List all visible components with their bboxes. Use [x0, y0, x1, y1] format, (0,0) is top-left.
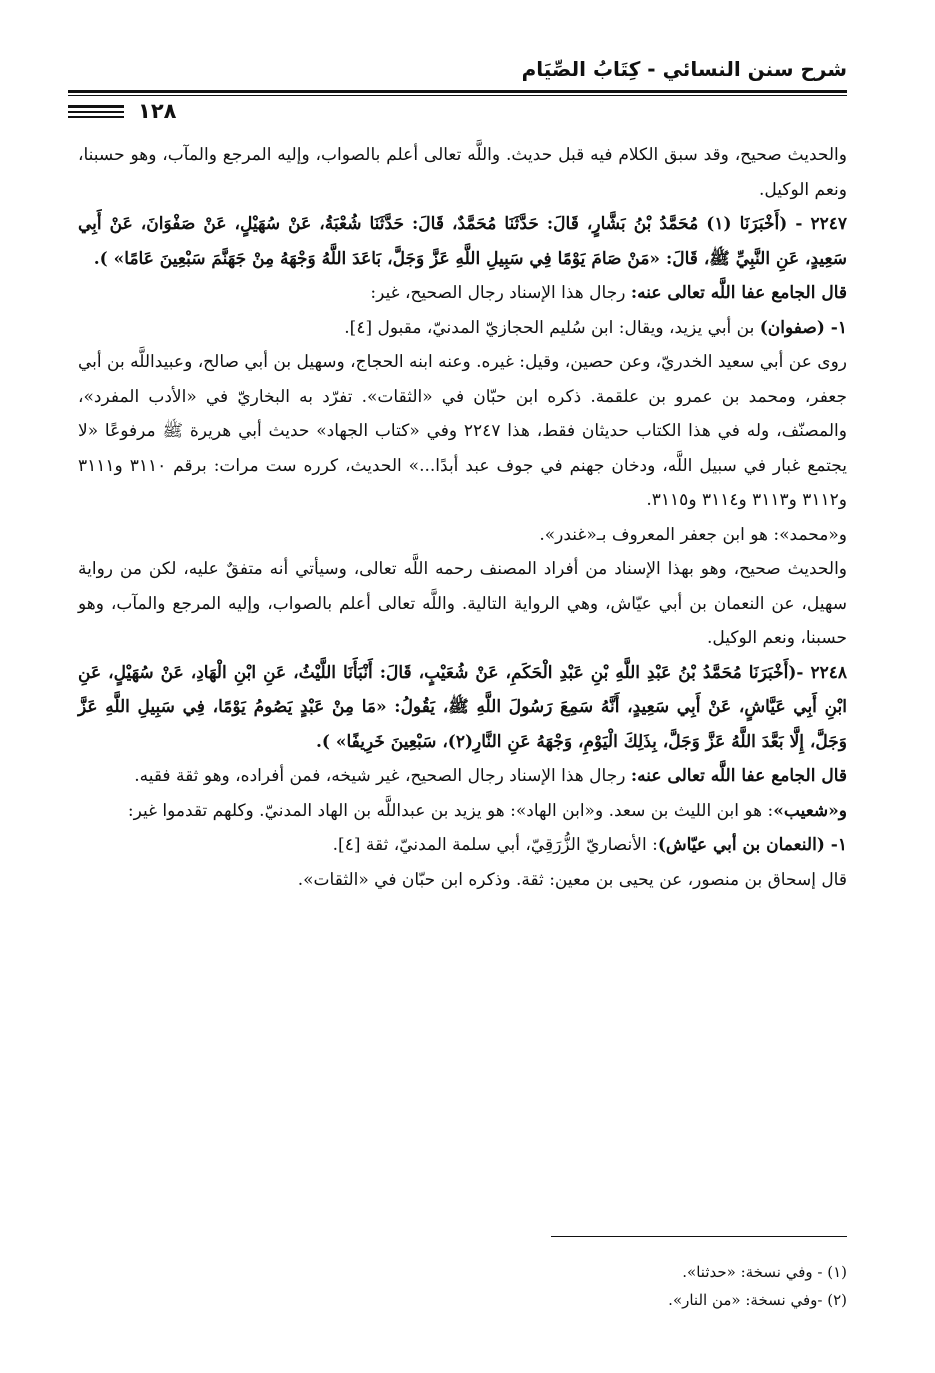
paragraph-conclusion-1: والحديث صحيح، وقد سبق الكلام فيه قبل حديث. واللَّه تعالى أعلم بالصواب، وإليه المرجع والمآب، وهو حسبنا، ونعم الوكيل. [78, 145, 847, 200]
page-number-rules [68, 102, 124, 121]
footnote-1: (١) - وفي نسخة: «حدثنا». [682, 1263, 847, 1281]
hadith-2248: ٢٢٤٨ -(أَخْبَرَنَا مُحَمَّدُ بْنُ عَبْدِ اللَّهِ بْنِ عَبْدِ الْحَكَمِ، عَنْ شُعَيْبٍ، قَالَ: أَنْبَأَنَا اللَّيْثُ، عَنِ ابْنِ الْهَادِ، عَنْ سُهَيْلٍ، عَنِ ابْنِ أَبِي عَيَّاشٍ، عَنْ أَبِي سَعِيدٍ، أَنَّهُ سَمِعَ رَسُولَ اللَّهِ ﷺ، يَقُولُ: «مَا مِنْ عَبْدٍ يَصُومُ يَوْمًا، فِي سَبِيلِ اللَّهِ عَزَّ وَجَلَّ، إِلَّا بَعَّدَ اللَّهُ عَزَّ وَجَلَّ، بِذَلِكَ الْيَوْمِ، وَجْهَهُ عَنِ النَّارِ(٢)، سَبْعِينَ خَرِيفًا» ). [78, 662, 847, 752]
narrator-safwan [78, 311, 847, 346]
narrator-text: : هو ابن الليث بن سعد. و«ابن الهاد»: هو يزيد بن عبداللَّه بن الهاد المدنيّ. وكلهم تقدموا غير: [127, 800, 774, 821]
paragraph-shuayb [78, 794, 847, 829]
narrator-label: و«شعيب» [773, 800, 847, 821]
footnotes [400, 1258, 847, 1314]
jami-label: قال الجامع عفا اللَّه تعالى عنه: [630, 283, 847, 303]
narrator-text: : الأنصاريّ الزُّرَقِيّ، أبي سلمة المدنيّ، ثقة [٤]. [332, 835, 658, 855]
narrator-numan [78, 828, 847, 863]
paragraph-narrators: روى عن أبي سعيد الخدريّ، وعن حصين، وقيل: غيره. وعنه ابنه الحجاج، وسهيل بن أبي صالح، وعبيداللَّه بن أبي جعفر، ومحمد بن عمرو بن علقمة. ذكره ابن حبّان في «الثقات». تفرّد به البخاريّ في «الأدب المفرد»، والمصنّف، وله في هذا الكتاب حديثان فقط، هذا ٢٢٤٧ وفي «كتاب الجهاد» حديث أبي هريرة ﷺ مرفوعًا «لا يجتمع غبار في سبيل اللَّه، ودخان جهنم في جوف عبد أبدًا...» الحديث، كرره ست مرات: برقم ٣١١٠ و٣١١١ و٣١١٢ و٣١١٣ و٣١١٤ و٣١١٥. [78, 352, 847, 510]
paragraph-muhammad: و«محمد»: هو ابن جعفر المعروف بـ«غندر». [539, 524, 847, 545]
jami-text: رجال هذا الإسناد رجال الصحيح، غير شيخه، فمن أفراده، وهو ثقة فقيه. [134, 766, 631, 786]
paragraph-jami-1 [78, 276, 847, 311]
page-body [78, 138, 847, 897]
paragraph-ishaq: قال إسحاق بن منصور، عن يحيى بن معين: ثقة. وذكره ابن حبّان في «الثقات». [297, 869, 847, 890]
narrator-label: ١- (النعمان بن أبي عيّاش) [657, 835, 847, 855]
page-number: ١٢٨ [138, 99, 177, 123]
footnote-2: (٢) -وفي نسخة: «من النار». [668, 1291, 847, 1309]
paragraph-conclusion-2: والحديث صحيح، وهو بهذا الإسناد من أفراد المصنف رحمه اللَّه تعالى، وسيأتي أنه متفقٌ عليه، لكن من رواية سهيل، عن النعمان بن أبي عيّاش، وهي الرواية التالية. واللَّه تعالى أعلم بالصواب، وإليه المرجع والمآب، وهو حسبنا، ونعم الوكيل. [78, 559, 847, 648]
footnote-divider [551, 1236, 847, 1237]
paragraph-jami-2 [78, 759, 847, 794]
jami-text: رجال هذا الإسناد رجال الصحيح، غير: [370, 283, 631, 303]
page-header [68, 54, 847, 124]
page-number-block [68, 98, 176, 124]
header-rule-thin [68, 95, 847, 96]
running-title: شرح سنن النسائي - كِتَابُ الصِّيَام [521, 57, 847, 81]
jami-label: قال الجامع عفا اللَّه تعالى عنه: [630, 766, 847, 786]
hadith-2247: ٢٢٤٧ - (أَخْبَرَنَا (١) مُحَمَّدُ بْنُ بَشَّارٍ، قَالَ: حَدَّثَنَا مُحَمَّدٌ، قَالَ: حَدَّثَنَا شُعْبَةُ، عَنْ سُهَيْلٍ، عَنْ صَفْوَانَ، عَنْ أَبِي سَعِيدٍ، عَنِ النَّبِيِّ ﷺ، قَالَ: «مَنْ صَامَ يَوْمًا فِي سَبِيلِ اللَّهِ عَزَّ وَجَلَّ، بَاعَدَ اللَّهُ وَجْهَهُ مِنْ جَهَنَّمَ سَبْعِينَ عَامًا» ). [78, 214, 847, 269]
header-rule [68, 90, 847, 93]
narrator-label: ١- (صفوان) [759, 317, 847, 338]
narrator-text: بن أبي يزيد، ويقال: ابن سُليم الحجازيّ المدنيّ، مقبول [٤]. [344, 317, 760, 338]
